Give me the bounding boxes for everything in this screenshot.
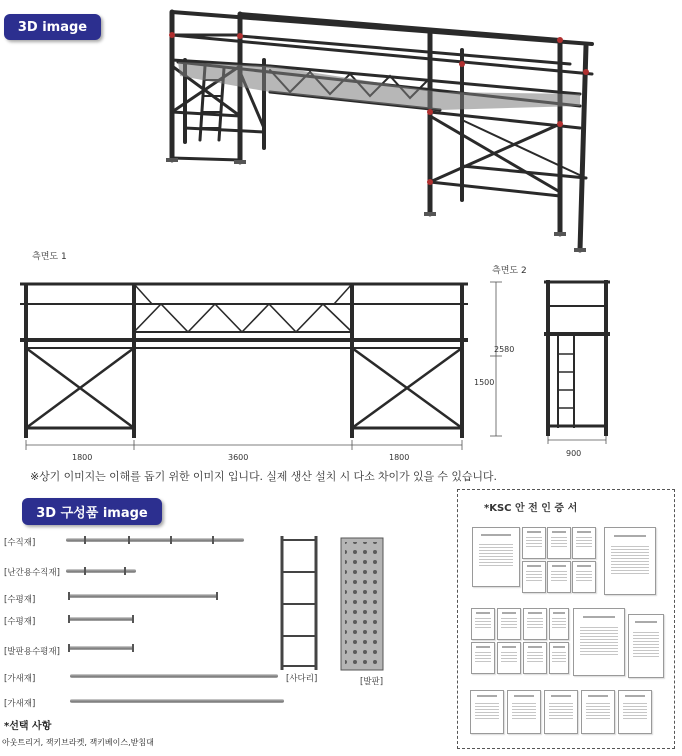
certificate-document (497, 642, 521, 674)
certificate-document (549, 642, 569, 674)
certificate-document (628, 614, 664, 678)
optional-items: 아웃트리거, 잭키브라켓, 잭키베이스,받침대 (2, 738, 154, 747)
certificate-document (572, 527, 596, 559)
certificate-document (522, 527, 546, 559)
certificate-document (572, 561, 596, 593)
span-left-dimension: 1800 (72, 453, 93, 462)
3d-components-badge: 3D 구성품 image (22, 498, 162, 525)
part-rod-horizontal-2 (68, 617, 134, 621)
certificate-document (523, 608, 547, 640)
3d-image-badge: 3D image (4, 14, 101, 40)
part-label-vertical: [수직재] (4, 538, 36, 548)
height-dimension-line (486, 280, 506, 440)
side-view-2-label: 측면도 2 (492, 266, 527, 276)
part-label-horizontal-2: [수평재] (4, 617, 36, 627)
part-label-rail-vertical: [난간용수직재] (4, 568, 60, 578)
scaffold-3d-illustration (0, 0, 682, 256)
side-width-dimension: 900 (566, 449, 582, 458)
part-rod-horizontal-1 (68, 594, 218, 598)
disclaimer-note: ※상기 이미지는 이해를 돕기 위한 이미지 입니다. 실제 생산 설치 시 다소 차이가 있을 수 있습니다. (30, 470, 497, 483)
certificate-document (549, 608, 569, 640)
optional-title: *선택 사항 (4, 721, 52, 732)
certificate-title: *KSC 안 전 인 증 서 (484, 503, 578, 514)
height-total-dimension: 2580 (494, 345, 515, 354)
span-right-dimension: 1800 (389, 453, 410, 462)
part-label-horizontal-1: [수평재] (4, 595, 36, 605)
certificate-document (522, 561, 546, 593)
span-center-dimension: 3600 (228, 453, 249, 462)
certificate-document (547, 561, 571, 593)
ladder-component (278, 534, 322, 674)
certificate-document (573, 608, 625, 676)
side-view-1-drawing (10, 270, 480, 450)
certificate-document (472, 527, 520, 587)
certificate-document (581, 690, 615, 734)
part-label-deck-horizontal: [발판용수평재] (4, 647, 60, 657)
certificate-document (497, 608, 521, 640)
certificate-document (547, 527, 571, 559)
certificate-document (618, 690, 652, 734)
part-rod-brace-2 (70, 699, 284, 703)
certificate-document (604, 527, 656, 595)
certificate-document (470, 690, 504, 734)
side-view-2-drawing (540, 276, 620, 446)
part-rod-vertical (66, 538, 244, 542)
part-rod-rail-vertical (66, 569, 136, 573)
height-platform-dimension: 1500 (474, 378, 495, 387)
part-label-brace-2: [가새재] (4, 699, 36, 709)
certificate-document (544, 690, 578, 734)
part-rod-deck-horizontal (68, 646, 134, 650)
plank-component (340, 537, 384, 671)
certificate-document (523, 642, 547, 674)
certificate-document (471, 608, 495, 640)
certificate-document (507, 690, 541, 734)
side-view-1-label: 측면도 1 (32, 252, 67, 262)
plank-label: [발판] (360, 677, 384, 687)
part-rod-brace-1 (70, 674, 278, 678)
ladder-label: [사다리] (286, 674, 318, 684)
part-label-brace-1: [가새재] (4, 674, 36, 684)
certificate-document (471, 642, 495, 674)
